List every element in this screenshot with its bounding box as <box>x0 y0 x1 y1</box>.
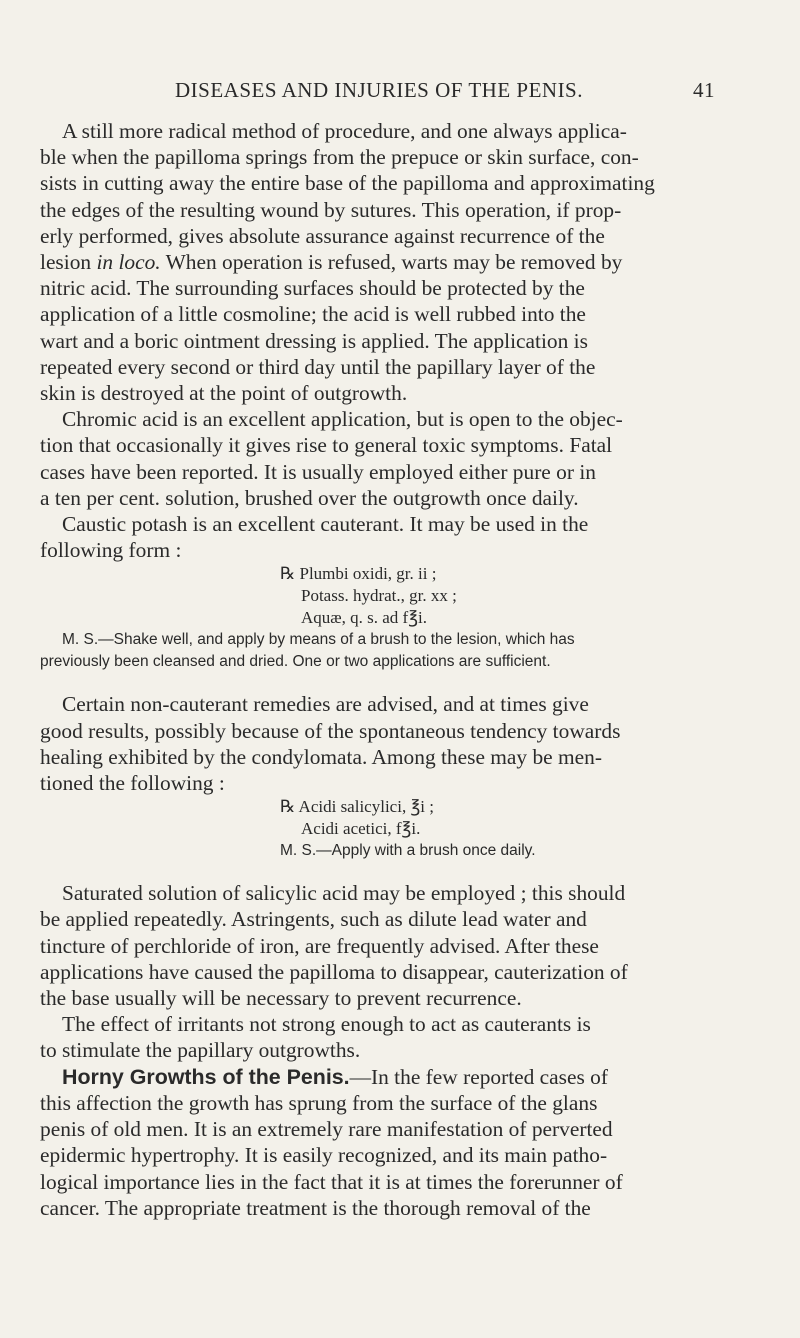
running-header <box>175 78 715 103</box>
text-line: repeated every second or third day until the papillary layer of the <box>40 354 596 379</box>
text-line: The effect of irritants not strong enough to act as cauterants is <box>62 1012 591 1037</box>
text-line: applications have caused the papilloma to disappear, cauterization of <box>40 959 628 984</box>
text-line: the edges of the resulting wound by sutures. This operation, if prop- <box>40 197 622 222</box>
text-line: healing exhibited by the condylomata. Among these may be men- <box>40 744 602 769</box>
prescription-line: Aquæ, q. s. ad f℥i. <box>301 608 427 628</box>
paragraph-6 <box>40 1011 710 1063</box>
text-line: Certain non-cauterant remedies are advised, and at times give <box>62 692 589 717</box>
text-line: When operation is refused, warts may be removed by <box>160 250 623 275</box>
text-line: Saturated solution of salicylic acid may be employed ; this should <box>62 881 626 906</box>
text-line: the base usually will be necessary to prevent recurrence. <box>40 986 522 1011</box>
text-line: good results, possibly because of the spontaneous tendency towards <box>40 718 621 743</box>
text-line: A still more radical method of procedure, and one always applica- <box>62 119 627 143</box>
paragraph-7 <box>40 1064 710 1221</box>
paragraph-2 <box>40 406 710 511</box>
page-body <box>40 118 710 1221</box>
directions-2 <box>40 840 710 862</box>
text-line: to stimulate the papillary outgrowths. <box>40 1038 361 1063</box>
page-number: 41 <box>693 78 715 102</box>
text-line: Chromic acid is an excellent application, but is open to the objec- <box>62 407 623 432</box>
text-line: M. S.—Apply with a brush once daily. <box>280 842 536 860</box>
text-line: sists in cutting away the entire base of the papilloma and approximating <box>40 171 655 196</box>
text-line: tion that occasionally it gives rise to general toxic symptoms. Fatal <box>40 433 613 458</box>
text-line: penis of old men. It is an extremely rare manifestation of perverted <box>40 1117 613 1142</box>
prescription-line: ℞ Plumbi oxidi, gr. ii ; <box>280 564 437 584</box>
prescription-1 <box>40 563 710 629</box>
text-line: skin is destroyed at the point of outgrowth. <box>40 381 408 406</box>
paragraph-5 <box>40 880 710 1011</box>
paragraph-1 <box>40 118 710 406</box>
prescription-line: ℞ Acidi salicylici, ℥i ; <box>280 797 434 817</box>
paragraph-3 <box>40 511 710 563</box>
prescription-line: Potass. hydrat., gr. xx ; <box>301 586 457 606</box>
running-title: DISEASES AND INJURIES OF THE PENIS. <box>175 78 583 102</box>
text-line: epidermic hypertrophy. It is easily recognized, and its main patho- <box>40 1143 608 1168</box>
text-line: cases have been reported. It is usually employed either pure or in <box>40 459 596 484</box>
text-line: —In the few reported cases of <box>349 1064 608 1089</box>
text-line: a ten per cent. solution, brushed over the outgrowth once daily. <box>40 485 579 510</box>
text-line: cancer. The appropriate treatment is the thorough removal of the <box>40 1195 591 1220</box>
text-line: previously been cleansed and dried. One or two applications are sufficient. <box>40 653 551 671</box>
text-line: be applied repeatedly. Astringents, such as dilute lead water and <box>40 907 587 932</box>
text-line: nitric acid. The surrounding surfaces should be protected by the <box>40 276 585 301</box>
text-line: ble when the papilloma springs from the prepuce or skin surface, con- <box>40 145 639 170</box>
paragraph-4 <box>40 691 710 796</box>
text-line: logical importance lies in the fact that it is at times the forerunner of <box>40 1169 623 1194</box>
text-line: erly performed, gives absolute assurance against recurrence of the <box>40 223 605 248</box>
text-line: tincture of perchloride of iron, are frequently advised. After these <box>40 933 599 958</box>
text-line: this affection the growth has sprung from the surface of the glans <box>40 1090 598 1115</box>
italic-phrase: in loco. <box>96 250 161 275</box>
prescription-2 <box>40 796 710 840</box>
text-line: Caustic potash is an excellent cauterant. It may be used in the <box>62 512 589 537</box>
text-line: application of a little cosmoline; the acid is well rubbed into the <box>40 302 586 327</box>
text-line: lesion <box>40 250 97 275</box>
directions-1 <box>40 629 710 673</box>
text-line: following form : <box>40 538 182 563</box>
section-heading: Horny Growths of the Penis. <box>62 1064 350 1089</box>
text-line: wart and a boric ointment dressing is applied. The application is <box>40 328 588 353</box>
text-line: tioned the following : <box>40 771 225 796</box>
text-line: M. S.—Shake well, and apply by means of a brush to the lesion, which has <box>62 631 575 649</box>
prescription-line: Acidi acetici, f℥i. <box>301 819 421 839</box>
